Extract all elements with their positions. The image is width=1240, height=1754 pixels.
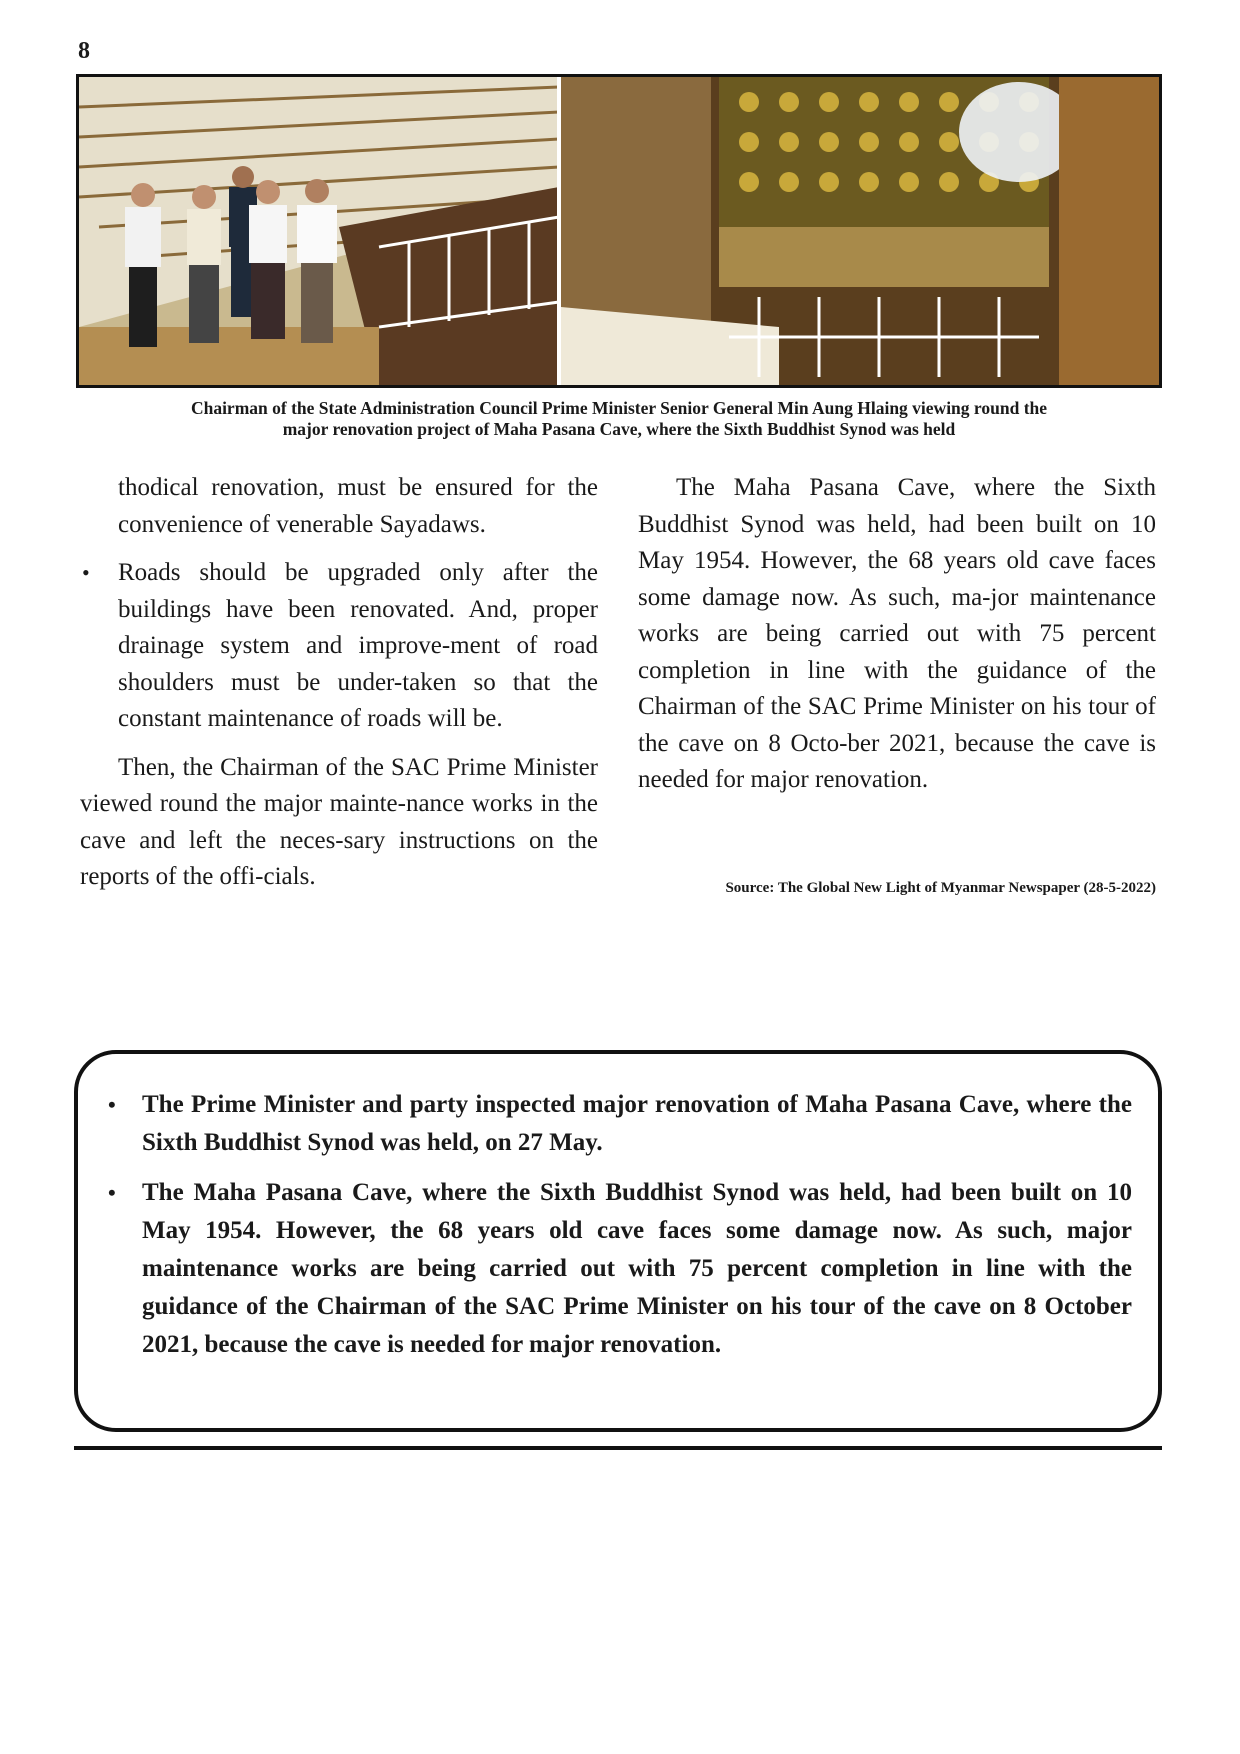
photo-caption <box>76 398 1162 440</box>
left-paragraph: Then, the Chairman of the SAC Prime Minister viewed round the major mainte-nance works in the cave and left the neces-sary instructions on the reports of the offi-cials. <box>80 753 598 890</box>
page-number: 8 <box>78 38 90 64</box>
source-note: Source: The Global New Light of Myanmar Newspaper (28-5-2022) <box>725 880 1156 896</box>
cave-photo-illustration <box>79 77 1159 385</box>
road-bullet-text: Roads should be upgraded only after the buildings have been renovated. And, proper drainage system and improve-ment of road shoulders must be under-taken so that the constant maintenance of roads will be. <box>118 559 598 732</box>
left-column <box>80 470 598 908</box>
summary-box <box>74 1050 1162 1432</box>
horizontal-rule <box>74 1446 1162 1450</box>
right-column <box>638 470 1156 811</box>
summary-bullet-2 <box>108 1174 1132 1364</box>
continued-text: thodical renovation, must be ensured for the convenience of venerable Sayadaws. <box>118 474 598 538</box>
summary-bullet-1-text: The Prime Minister and party inspected major renovation of Maha Pasana Cave, where the Sixth Buddhist Synod was held, on 27 May. <box>142 1091 1132 1156</box>
caption-line-2: major renovation project of Maha Pasana Cave, where the Sixth Buddhist Synod was held <box>282 419 956 439</box>
bullet-icon: • <box>108 1092 116 1117</box>
summary-bullet-1 <box>108 1086 1132 1162</box>
bullet-icon: • <box>108 1180 116 1205</box>
road-bullet <box>80 555 598 738</box>
caption-line-1: Chairman of the State Administration Council Prime Minister Senior General Min Aung Hlaing viewing round the <box>190 398 1048 418</box>
summary-bullet-2-text: The Maha Pasana Cave, where the Sixth Buddhist Synod was held, had been built on 10 May 1954. However, the 68 years old cave faces some damage now. As such, major maintenance works are being carried out with 75 percent completion in line with the guidance of the Chairman of the SAC Prime Minister on his tour of the cave on 8 October 2021, because the cave is needed for major renovation. <box>142 1179 1132 1358</box>
cave-photo <box>76 74 1162 388</box>
right-paragraph: The Maha Pasana Cave, where the Sixth Buddhist Synod was held, had been built on 10 May 1954. However, the 68 years old cave faces some damage now. As such, ma-jor maintenance works are being carried out with 75 percent completion in line with the guidance of the Chairman of the SAC Prime Minister on his tour of the cave on 8 Octo-ber 2021, because the cave is needed for major renovation. <box>638 474 1156 793</box>
bullet-icon: • <box>82 560 90 585</box>
